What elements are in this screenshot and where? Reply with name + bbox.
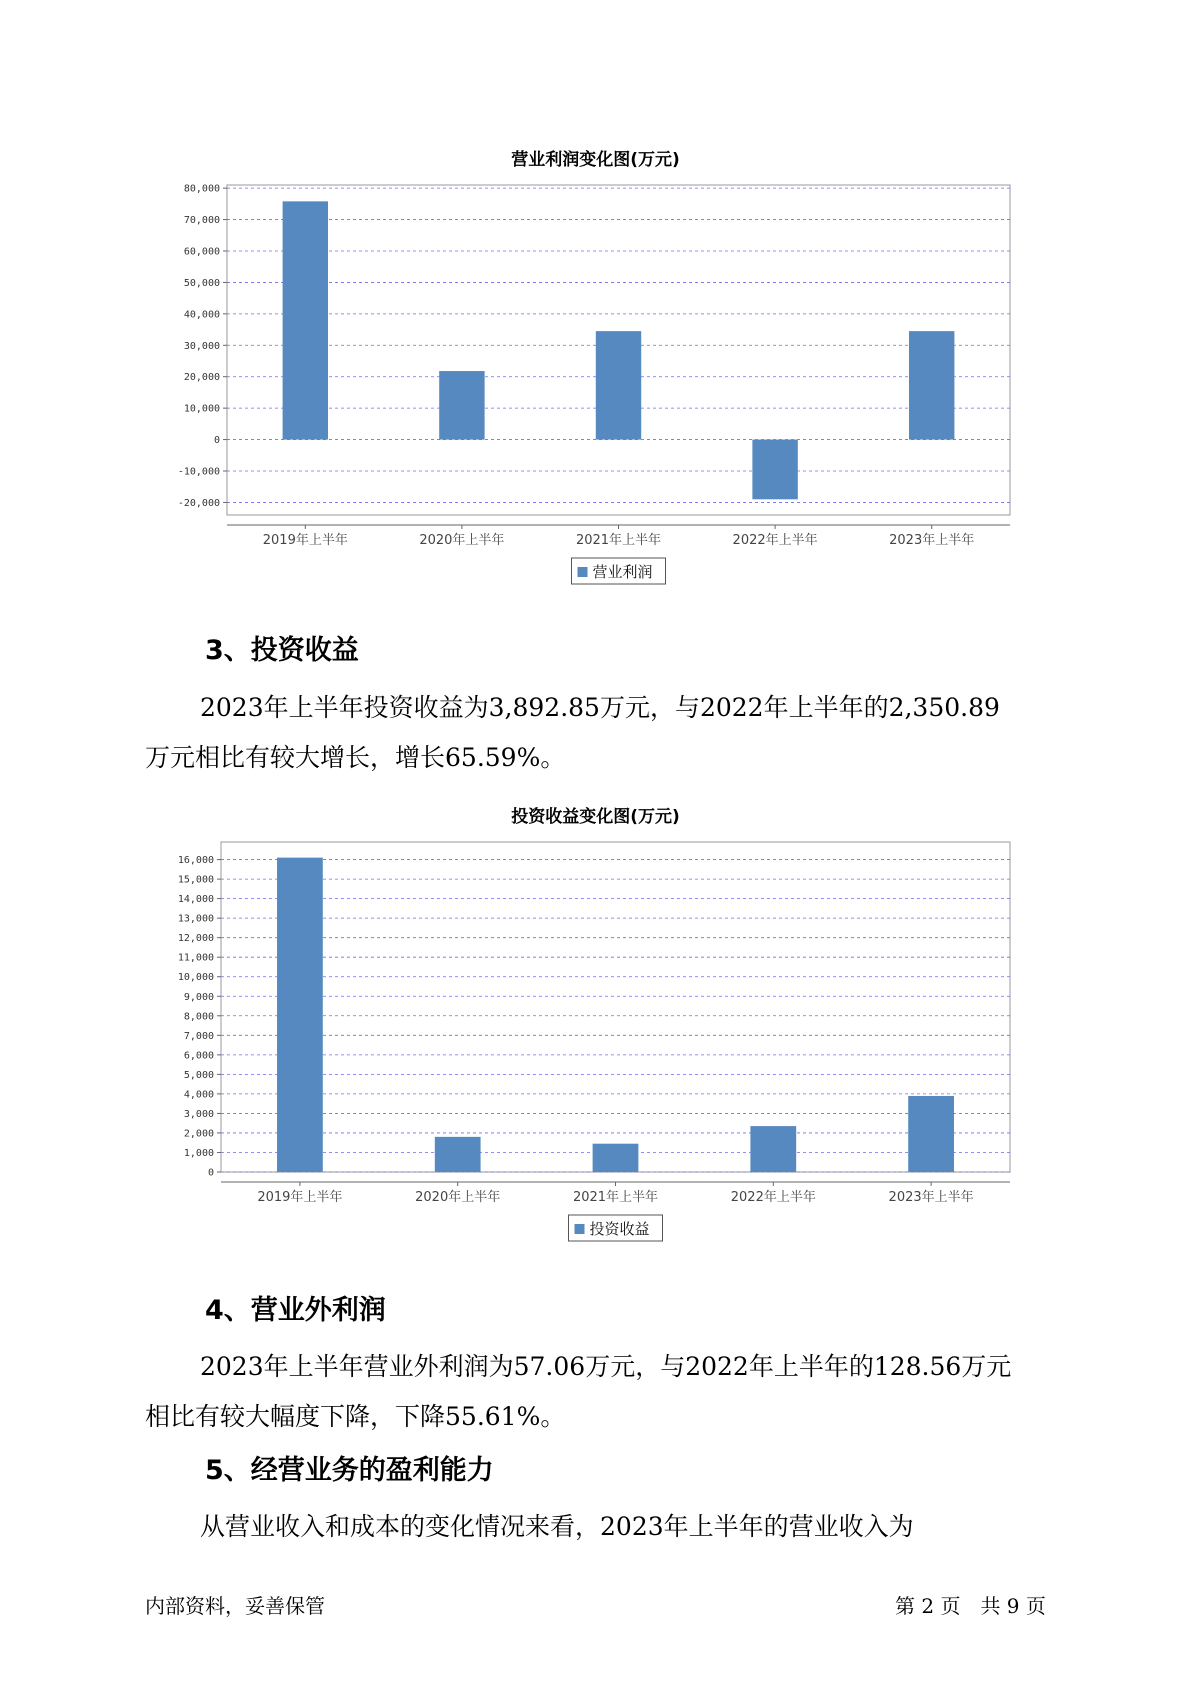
bar xyxy=(752,440,797,500)
investment-income-chart xyxy=(0,830,1191,1250)
bar xyxy=(596,331,641,439)
y-tick-label: 6,000 xyxy=(183,1050,214,1062)
section3-line2: 万元相比有较大增长，增长65.59%。 xyxy=(145,743,566,772)
y-tick-label: 3,000 xyxy=(183,1108,214,1120)
footer-left: 内部资料，妥善保管 xyxy=(145,1594,325,1618)
x-tick-label: 2022年上半年 xyxy=(730,1190,816,1205)
section3-line1: 2023年上半年投资收益为3,892.85万元，与2022年上半年的2,350.89 xyxy=(200,693,1000,722)
y-tick-label: 4,000 xyxy=(183,1089,214,1101)
y-tick-label: 0 xyxy=(207,1167,214,1179)
y-tick-label: 60,000 xyxy=(183,246,220,258)
section4-paragraph xyxy=(145,1342,1065,1442)
y-tick-label: 16,000 xyxy=(177,855,214,867)
legend-swatch xyxy=(575,1224,585,1234)
bar xyxy=(908,1096,954,1172)
bar xyxy=(435,1137,481,1172)
y-tick-label: 12,000 xyxy=(177,933,214,945)
section4-line1: 2023年上半年营业外利润为57.06万元，与2022年上半年的128.56万元 xyxy=(200,1352,1012,1381)
x-tick-label: 2021年上半年 xyxy=(572,1190,659,1205)
section5-heading: 5、经营业务的盈利能力 xyxy=(205,1455,494,1486)
section3-heading: 3、投资收益 xyxy=(205,635,359,666)
y-tick-label: 40,000 xyxy=(183,309,220,321)
bar xyxy=(750,1126,796,1172)
legend xyxy=(569,1215,663,1241)
y-tick-label: 0 xyxy=(213,435,220,447)
y-tick-label: 11,000 xyxy=(177,952,214,964)
operating-profit-chart xyxy=(0,175,1191,581)
legend-label: 投资收益 xyxy=(589,1220,650,1238)
footer-right: 第 2 页 共 9 页 xyxy=(895,1594,1046,1618)
legend-swatch xyxy=(578,567,588,577)
y-tick-label: 7,000 xyxy=(183,1030,214,1042)
bar xyxy=(593,1144,639,1172)
bar xyxy=(277,858,323,1172)
x-tick-label: 2021年上半年 xyxy=(575,533,662,548)
x-tick-label: 2023年上半年 xyxy=(889,533,975,548)
section5-paragraph xyxy=(145,1502,1065,1552)
legend xyxy=(572,558,666,584)
x-tick-label: 2020年上半年 xyxy=(419,533,505,548)
y-tick-label: 13,000 xyxy=(177,913,214,925)
bar xyxy=(283,201,328,439)
section4-line2: 相比有较大幅度下降，下降55.61%。 xyxy=(145,1402,566,1431)
x-tick-label: 2019年上半年 xyxy=(257,1190,343,1205)
x-tick-label: 2019年上半年 xyxy=(262,533,348,548)
y-tick-label: 50,000 xyxy=(183,277,220,289)
legend-label: 营业利润 xyxy=(592,563,653,581)
y-tick-label: 14,000 xyxy=(177,894,214,906)
bar xyxy=(909,331,954,439)
y-tick-label: 15,000 xyxy=(177,874,214,886)
x-tick-label: 2022年上半年 xyxy=(732,533,818,548)
chart1-title: 营业利润变化图(万元) xyxy=(511,150,680,170)
section4-heading: 4、营业外利润 xyxy=(205,1295,386,1326)
section3-paragraph xyxy=(145,683,1065,783)
y-tick-label: 2,000 xyxy=(183,1128,214,1140)
y-tick-label: 10,000 xyxy=(183,403,220,415)
y-tick-label: -10,000 xyxy=(177,466,220,478)
y-tick-label: 10,000 xyxy=(177,972,214,984)
section5-line1: 从营业收入和成本的变化情况来看，2023年上半年的营业收入为 xyxy=(200,1512,914,1541)
y-tick-label: 30,000 xyxy=(183,340,220,352)
y-tick-label: 1,000 xyxy=(183,1147,214,1159)
plot-area xyxy=(221,842,1010,1172)
x-tick-label: 2023年上半年 xyxy=(888,1190,974,1205)
y-tick-label: 9,000 xyxy=(183,991,214,1003)
y-tick-label: -20,000 xyxy=(177,497,220,509)
x-tick-label: 2020年上半年 xyxy=(415,1190,501,1205)
y-tick-label: 8,000 xyxy=(183,1011,214,1023)
y-tick-label: 70,000 xyxy=(183,215,220,227)
y-tick-label: 80,000 xyxy=(183,183,220,195)
y-tick-label: 5,000 xyxy=(183,1069,214,1081)
y-tick-label: 20,000 xyxy=(183,372,220,384)
bar xyxy=(439,371,484,440)
chart2-title: 投资收益变化图(万元) xyxy=(511,807,680,827)
